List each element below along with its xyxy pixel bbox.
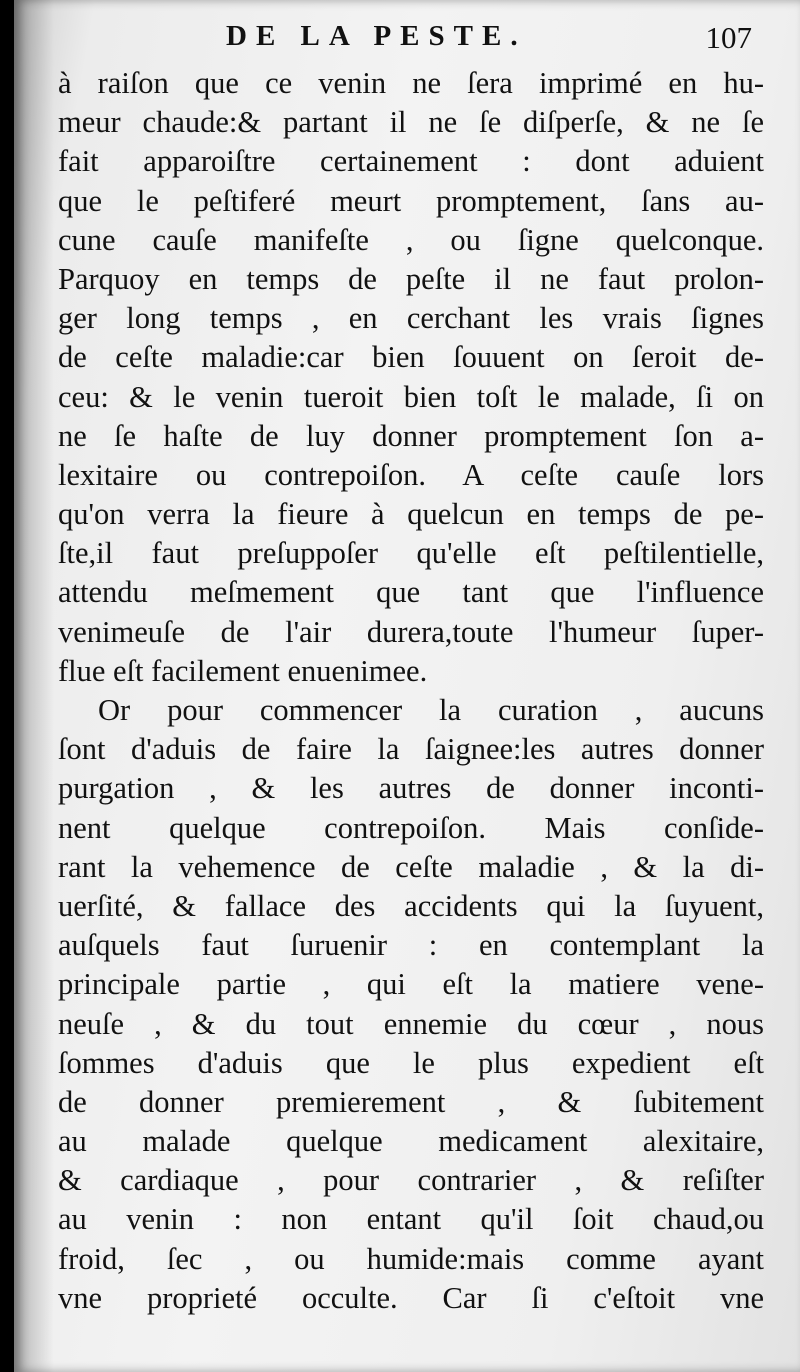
book-page [14, 0, 800, 1372]
text-line: nent quelque contrepoiſon. Mais conſide- [58, 810, 764, 845]
text-line: & cardiaque , pour contrarier , & reſiſter [58, 1163, 764, 1198]
text-line: ſommes d'aduis que le plus expedient eſt [58, 1045, 764, 1080]
text-line: cune cauſe manifeſte , ou ſigne quelconque. [58, 222, 764, 257]
page-number: 107 [705, 20, 752, 55]
text-line: ne ſe haſte de luy donner promptement ſon a- [58, 418, 764, 453]
text-line: de donner premierement , & ſubitement [58, 1084, 764, 1119]
text-line: auſquels faut ſuruenir : en contemplant la [58, 928, 764, 963]
running-title: DE LA PESTE. [226, 20, 527, 52]
text-line: rant la vehemence de ceſte maladie , & la di- [58, 849, 764, 884]
text-line: à raiſon que ce venin ne ſera imprimé en hu- [58, 66, 764, 100]
text-line: que le peſtiferé meurt promptement, ſans au- [58, 183, 764, 218]
paragraph-end-line: flue eſt facilement enuenimee. [58, 653, 428, 688]
text-line: neuſe , & du tout ennemie du cœur , nous [58, 1006, 764, 1041]
text-line: uerſité, & fallace des accidents qui la ſuyuent, [58, 888, 764, 923]
text-line: lexitaire ou contrepoiſon. A ceſte cauſe lors [58, 457, 764, 492]
text-line: qu'on verra la fieure à quelcun en temps de pe- [58, 497, 764, 532]
text-line: ſte,il faut preſuppoſer qu'elle eſt peſtilentielle, [58, 536, 764, 571]
text-line: ſont d'aduis de faire la ſaignee:les autres donner [58, 732, 764, 767]
text-line: ceu: & le venin tueroit bien toſt le malade, ſi on [58, 379, 764, 414]
text-line: meur chaude:& partant il ne ſe diſperſe, & ne ſe [58, 105, 764, 140]
text-line: purgation , & les autres de donner inconti- [58, 771, 764, 806]
text-line: fait apparoiſtre certainement : dont aduient [58, 144, 764, 179]
text-line: venimeuſe de l'air durera,toute l'humeur ſuper- [58, 614, 764, 649]
page-header [14, 20, 800, 64]
text-line: attendu meſmement que tant que l'influence [58, 575, 764, 610]
text-line: vne proprieté occulte. Car ſi c'eſtoit vne [58, 1280, 764, 1315]
text-line: au venin : non entant qu'il ſoit chaud,ou [58, 1202, 764, 1237]
body-text [58, 64, 764, 1318]
text-line: Parquoy en temps de peſte il ne faut prolon- [58, 261, 764, 296]
paragraph-start-line: Or pour commencer la curation , aucuns [98, 693, 764, 727]
text-line: principale partie , qui eſt la matiere vene- [58, 967, 764, 1002]
text-line: froid, ſec , ou humide:mais comme ayant [58, 1241, 764, 1276]
text-line: au malade quelque medicament alexitaire, [58, 1124, 764, 1159]
text-line: ger long temps , en cerchant les vrais ſignes [58, 301, 764, 336]
text-line: de ceſte maladie:car bien ſouuent on ſeroit de- [58, 340, 764, 375]
